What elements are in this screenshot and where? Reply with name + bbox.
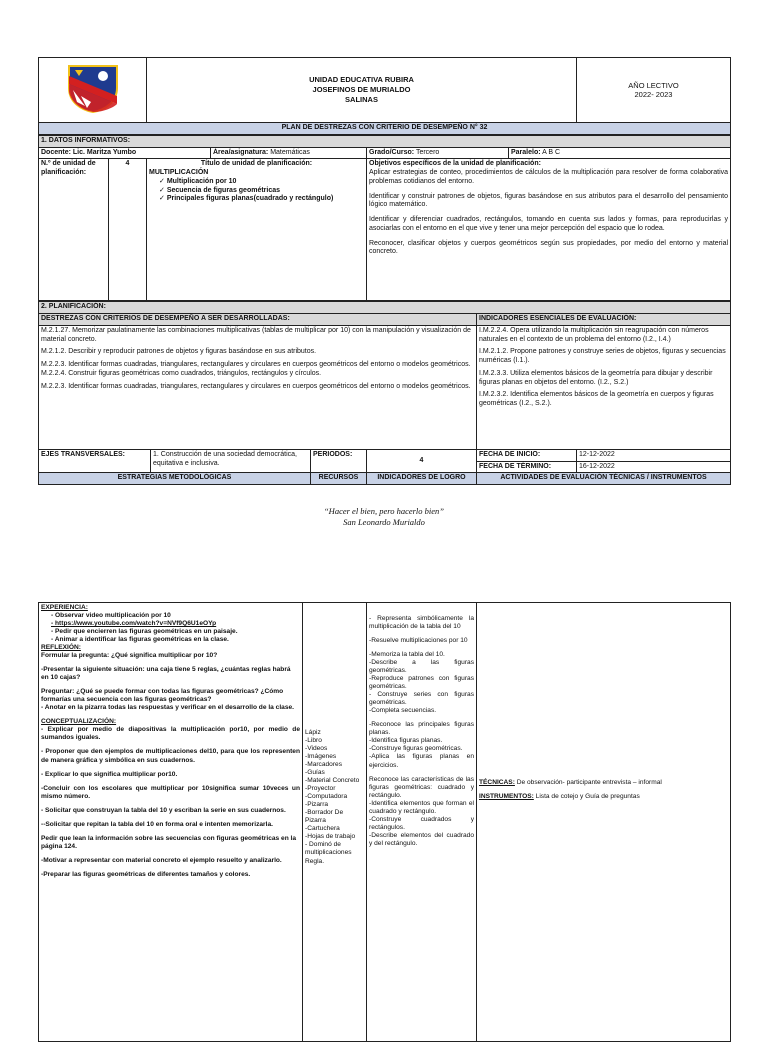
footer-quote xyxy=(0,506,768,528)
school-year-value: 2022- 2023 xyxy=(634,90,673,99)
indicador-item: I.M.2.3.2. Identifica elementos básicos de la geometría en cuerpos y figuras geométricas (I.2., S.2.). xyxy=(479,391,714,407)
ejes-label: EJES TRANSVERSALES: xyxy=(39,449,151,473)
school-logo-cell xyxy=(39,58,147,123)
col-actividades: ACTIVIDADES DE EVALUACIÓN TÉCNICAS / INSTRUMENTOS xyxy=(477,473,731,485)
ejes-value: 1. Construcción de una sociedad democrática, equitativa e inclusiva. xyxy=(151,449,311,473)
conceptualizacion-title: CONCEPTUALIZACIÓN: xyxy=(41,718,117,726)
tecnicas-line xyxy=(479,779,728,787)
recurso-item: -Proyector xyxy=(305,785,336,793)
indicadores-cell xyxy=(477,325,731,449)
school-name-line2: JOSEFINOS DE MURIALDO xyxy=(312,85,411,95)
conceptualizacion-item: - Explicar lo que significa multiplicar por10. xyxy=(41,770,178,778)
recurso-item: -Pizarra xyxy=(305,801,329,809)
reflexion-item: Formular la pregunta: ¿Qué significa multiplicar por 10? xyxy=(41,652,218,660)
recurso-item: - Dominó de multiplicaciones xyxy=(305,841,352,857)
recurso-item: -Material Concreto xyxy=(305,777,360,785)
tecnicas-label: TÉCNICAS: xyxy=(479,779,515,786)
unidad-value: 4 xyxy=(109,159,147,301)
actividades-evaluacion-cell xyxy=(477,603,731,1042)
indicadores-header: INDICADORES ESENCIALES DE EVALUACIÓN: xyxy=(477,314,731,326)
fecha-termino-value: 16-12-2022 xyxy=(577,461,731,473)
reflexion-item: -Presentar la siguiente situación: una caja tiene 5 reglas, ¿cuántas reglas habrá en 10 cajas? xyxy=(41,666,291,682)
instrumentos-value: Lista de cotejo y Guía de preguntas xyxy=(533,793,640,801)
conceptualizacion-item: -Concluir con los escolares que multiplicar por 10significa sumar 10veces un mismo número. xyxy=(41,784,300,800)
titulo-label: Título de unidad de planificación: xyxy=(200,160,313,168)
destrezas-header: DESTREZAS CON CRITERIOS DE DESEMPEÑO A SER DESARROLLADAS: xyxy=(39,314,477,326)
reflexion-item: Preguntar: ¿Qué se puede formar con todas las figuras geométricas? ¿Cómo formarías una secuencia con las figuras geométricas? xyxy=(41,688,284,704)
recurso-item: -Cartuchera xyxy=(305,825,340,833)
recurso-item: -Computadora xyxy=(305,793,348,801)
paralelo-field xyxy=(509,147,731,159)
titulo-item: ✓ Multiplicación por 10 xyxy=(159,178,364,187)
col-estrategias: ESTRATEGIAS METODOLÓGICAS xyxy=(39,473,311,485)
recurso-item: -Hojas de trabajo xyxy=(305,833,356,841)
recurso-item: Lápiz xyxy=(305,729,321,736)
grado-field xyxy=(367,147,509,159)
datos-informativos-table xyxy=(38,135,731,302)
school-name-line1: UNIDAD EDUCATIVA RUBIRA xyxy=(309,75,414,85)
area-field xyxy=(211,147,367,159)
indicador-item: I.M.2.3.3. Utiliza elementos básicos de la geometría para dibujar y describir figuras planas en objetos del entorno. (I.2., S.2.) xyxy=(479,369,713,386)
quote-text: “Hacer el bien, pero hacerlo bien” xyxy=(323,506,445,516)
planning-sheet-page2 xyxy=(38,602,730,1042)
destrezas-cell xyxy=(39,325,477,449)
plan-title: PLAN DE DESTREZAS CON CRITERIO DE DESEMPEÑO N° 32 xyxy=(39,123,731,135)
reflexion-title: REFLEXIÓN: xyxy=(41,644,81,652)
recurso-item: -Guías xyxy=(305,769,325,777)
conceptualizacion-item: -Preparar las figuras geométricas de diferentes tamaños y colores. xyxy=(41,870,251,878)
titulo-items-list xyxy=(149,178,364,204)
planning-sheet-page1 xyxy=(38,57,730,485)
periodos-value: 4 xyxy=(367,449,477,473)
experiencia-item: - Pedir que encierren las figuras geométricas en un paisaje. xyxy=(59,628,300,636)
fecha-inicio-label: FECHA DE INICIO: xyxy=(477,449,577,461)
fecha-inicio-value: 12-12-2022 xyxy=(577,449,731,461)
quote-author: San Leonardo Murialdo xyxy=(343,517,425,528)
indicador-item: I.M.2.2.4. Opera utilizando la multiplicación sin reagrupación con números naturales en el contexto de un problema del entorno (I.2., I.4.) xyxy=(479,326,709,343)
destreza-item: M.2.2.3. Identificar formas cuadradas, triangulares, rectangulares y circulares en cuerpos geométricos del entorno o modelos geométricos. xyxy=(41,361,471,368)
logro-item: Reconoce las características de las figuras geométricas: cuadrado y rectángulo. -Identifica elementos que forman el cuadrado y rectángulo. -Construye cuadrados y rectángulos. -Describe elementos del cuadrado y del rectángulo. xyxy=(369,775,474,847)
conceptualizacion-item: --Solicitar que repitan la tabla del 10 en forma oral e intenten memorizarla. xyxy=(41,820,273,828)
planificacion-section-title: 2. PLANIFICACIÓN: xyxy=(39,302,731,314)
school-name-line3: SALINAS xyxy=(345,94,378,104)
titulo-item: ✓ Secuencia de figuras geométricas xyxy=(159,187,364,196)
destreza-item: M.2.1.2. Describir y reproducir patrones de objetos y figuras basándose en sus atributos. xyxy=(41,348,317,356)
logro-item: -Memoriza la tabla del 10. -Describe a las figuras geométricas. -Reproduce patrones con figuras geométricas. - Construye series con figuras geométricas. -Completa secuencias. xyxy=(369,651,474,715)
recurso-item: -Borrador De Pizarra xyxy=(305,809,344,825)
school-year-label: AÑO LECTIVO xyxy=(628,80,679,90)
area-label: Área/asignatura: xyxy=(213,148,269,156)
reflexion-item: - Anotar en la pizarra todas las respuestas y verificar en el desarrollo de la clase. xyxy=(41,704,294,712)
logro-item: -Resuelve multiplicaciones por 10 xyxy=(369,637,468,645)
instrumentos-label: INSTRUMENTOS: xyxy=(479,793,534,801)
grado-label: Grado/Curso: xyxy=(369,148,415,156)
docente-field: Docente: Lic. Maritza Yumbo xyxy=(39,147,211,159)
titulo-value: MULTIPLICACIÓN xyxy=(149,169,209,176)
video-link[interactable]: - https://www.youtube.com/watch?v=NVf9Q6U1eOYp xyxy=(59,620,300,628)
recurso-item: -Videos xyxy=(305,745,328,753)
school-shield-logo xyxy=(63,62,123,114)
objetivos-label: Objetivos específicos de la unidad de planificación: xyxy=(369,160,541,168)
objetivo-item: Identificar y construir patrones de objetos, figuras basándose en sus atributos para el desarrollo del pensamiento lógico matemático. xyxy=(369,192,729,209)
school-name-cell xyxy=(147,58,577,123)
destreza-item: M.2.1.27. Memorizar paulatinamente las combinaciones multiplicativas (tablas de multiplicar por 10) con la manipulación y visualización de material concreto. xyxy=(41,326,471,343)
area-value: Matemáticas xyxy=(270,148,310,156)
col-recursos: RECURSOS xyxy=(311,473,367,485)
objetivo-item: Reconocer, clasificar objetos y cuerpos geométricos según sus propiedades, por medio del entorno y material concreto. xyxy=(369,239,729,256)
recursos-cell xyxy=(303,603,367,1042)
objetivo-item: Identificar y diferenciar cuadrados, rectángulos, tomando en cuenta sus lados y formas, para reproducirlas y asociarlas con el entorno en el que vive y tener una mejor percepción del espacio que lo rodea. xyxy=(369,216,729,232)
col-indicadores-logro: INDICADORES DE LOGRO xyxy=(367,473,477,485)
paralelo-value: A B C xyxy=(542,148,561,156)
unidad-label: N.º de unidad de planificación: xyxy=(39,159,109,301)
destreza-item: M.2.2.3. Identificar formas cuadradas, triangulares, rectangulares y circulares en cuerpos geométricos del entorno o modelos geométricos. xyxy=(41,382,471,390)
school-year-cell xyxy=(577,58,731,123)
paralelo-label: Paralelo: xyxy=(511,148,541,156)
recurso-item: -Imágenes xyxy=(305,753,337,761)
titulo-unidad-cell xyxy=(147,159,367,301)
indicador-item: I.M.2.1.2. Propone patrones y construye series de objetos, figuras y secuencias numéricas (I.1.). xyxy=(479,348,726,364)
objetivo-item: Aplicar estrategias de conteo, procedimientos de cálculos de la multiplicación para resolver de forma colaborativa problemas cotidianos del entorno. xyxy=(369,169,729,185)
experiencia-list xyxy=(41,612,300,644)
objetivos-cell xyxy=(367,159,731,301)
experiencia-item: - Observar video multiplicación por 10 xyxy=(59,612,300,620)
conceptualizacion-item: - Explicar por medio de diapositivas la multiplicación por10, por medio de sumandos iguales. xyxy=(41,726,300,742)
indicadores-logro-cell xyxy=(367,603,477,1042)
conceptualizacion-item: Pedir que lean la información sobre las secuencias con figuras geométricas en la página 124. xyxy=(41,834,297,850)
conceptualizacion-item: -Motivar a representar con material concreto el ejemplo resuelto y analizarlo. xyxy=(41,856,282,864)
tecnicas-value: De observación- participante entrevista – informal xyxy=(514,779,662,786)
grado-value: Tercero xyxy=(415,148,440,156)
logro-item: -Reconoce las principales figuras planas. -Identifica figuras planas. -Construye figuras geométricas. -Aplica las figuras planas en ejercicios. xyxy=(369,721,474,769)
recurso-item: -Libro xyxy=(305,737,322,745)
estrategias-cell xyxy=(39,603,303,1042)
recurso-item: -Marcadores xyxy=(305,761,343,769)
experiencia-title: EXPERIENCIA: xyxy=(41,604,88,611)
conceptualizacion-item: - Proponer que den ejemplos de multiplicaciones del10, para que los representen de manera gráfica y simbólica en sus cuadernos. xyxy=(41,748,300,764)
header-table xyxy=(38,57,731,135)
fecha-termino-label: FECHA DE TÉRMINO: xyxy=(477,461,577,473)
periodos-label: PERIODOS: xyxy=(311,449,367,461)
destreza-item: M.2.2.4. Construir figuras geométricas como cuadrados, triángulos, rectángulos y círculos. xyxy=(41,369,322,377)
instrumentos-line xyxy=(479,793,728,801)
logro-item: - Representa simbólicamente la multiplicación de la tabla del 10 xyxy=(369,615,474,631)
strategies-table xyxy=(38,602,731,1042)
conceptualizacion-item: - Solicitar que construyan la tabla del 10 y escriban la serie en sus cuadernos. xyxy=(41,806,286,814)
recurso-item: Regla. xyxy=(305,857,325,865)
periodos-spacer xyxy=(311,461,367,473)
datos-section-title: 1. DATOS INFORMATIVOS: xyxy=(39,135,731,147)
experiencia-item: - Animar a identificar las figuras geométricas en la clase. xyxy=(59,636,300,644)
titulo-item: ✓ Principales figuras planas(cuadrado y rectángulo) xyxy=(159,195,364,204)
planificacion-table xyxy=(38,301,731,485)
